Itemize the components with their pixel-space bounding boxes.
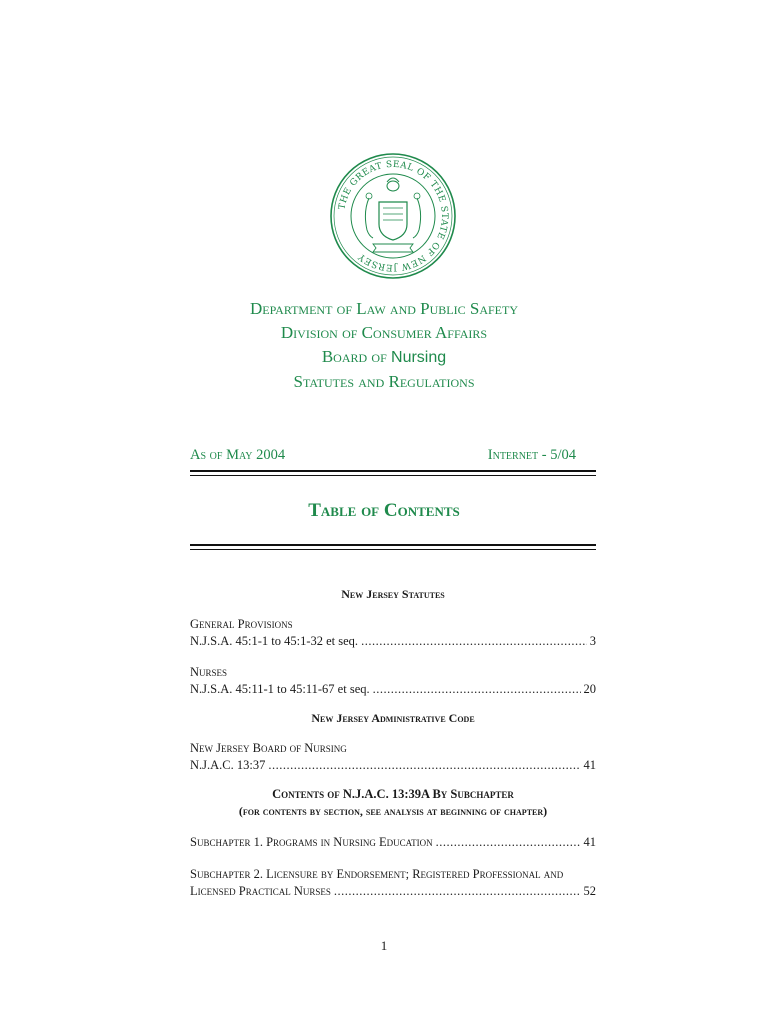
entry-page-number: 41 bbox=[583, 758, 596, 772]
subchapter-contents-note: (for contents by section, see analysis at beginning of chapter) bbox=[238, 804, 548, 818]
entry-page-number: 20 bbox=[583, 682, 596, 696]
entry-page-number: 41 bbox=[583, 835, 596, 849]
entry-reference: Subchapter 1. Programs in Nursing Education bbox=[190, 835, 433, 849]
toc-entry-nurses[interactable] bbox=[190, 664, 596, 698]
dot-leader bbox=[436, 834, 581, 851]
entry-title: General Provisions bbox=[190, 617, 293, 631]
mid-rule-thick bbox=[190, 544, 596, 546]
as-of-date: As of May 2004 bbox=[190, 447, 286, 463]
entry-title: Subchapter 2. Licensure by Endorsement; Registered Professional and bbox=[190, 867, 564, 881]
division-title: Division of Consumer Affairs bbox=[280, 323, 488, 342]
svg-text:THE GREAT SEAL OF THE STATE OF bbox=[337, 160, 449, 272]
toc-entry-subchapter-1[interactable] bbox=[190, 834, 596, 851]
top-rule-thin bbox=[190, 475, 596, 476]
board-title-prefix: Board of bbox=[321, 347, 387, 366]
entry-title: New Jersey Board of Nursing bbox=[190, 741, 347, 755]
admin-code-heading: New Jersey Administrative Code bbox=[311, 711, 475, 725]
board-title bbox=[0, 345, 768, 370]
document-header bbox=[0, 297, 768, 394]
mid-rule-thin bbox=[190, 549, 596, 550]
page-number: 1 bbox=[380, 938, 388, 953]
subchapter-contents-heading: Contents of N.J.A.C. 13:39A By Subchapter bbox=[272, 787, 514, 801]
department-title: Department of Law and Public Safety bbox=[249, 299, 519, 318]
entry-page-number: 52 bbox=[583, 884, 596, 898]
dot-leader bbox=[334, 883, 581, 900]
toc-entry-board-of-nursing[interactable] bbox=[190, 740, 596, 774]
entry-reference: Licensed Practical Nurses bbox=[190, 884, 331, 898]
toc-entry-general-provisions[interactable] bbox=[190, 616, 596, 650]
entry-page-number: 3 bbox=[589, 634, 596, 648]
dot-leader bbox=[361, 633, 587, 650]
table-of-contents-title: Table of Contents bbox=[308, 500, 460, 521]
entry-title: Nurses bbox=[190, 665, 228, 679]
internet-version: Internet - 5/04 bbox=[487, 447, 576, 463]
seal-ring-text: THE GREAT SEAL OF THE STATE OF NEW JERSEY bbox=[337, 159, 450, 273]
board-title-nursing: Nursing bbox=[391, 349, 447, 366]
dot-leader bbox=[373, 681, 581, 698]
statutes-title: Statutes and Regulations bbox=[293, 372, 475, 391]
entry-reference: N.J.S.A. 45:1-1 to 45:1-32 et seq. bbox=[190, 634, 359, 648]
entry-reference: N.J.S.A. 45:11-1 to 45:11-67 et seq. bbox=[190, 682, 370, 696]
statutes-heading: New Jersey Statutes bbox=[341, 587, 445, 601]
state-seal-emblem bbox=[329, 152, 457, 280]
dot-leader bbox=[268, 757, 580, 774]
toc-entry-subchapter-2[interactable] bbox=[190, 866, 596, 900]
entry-reference: N.J.A.C. 13:37 bbox=[190, 758, 266, 772]
top-rule-thick bbox=[190, 470, 596, 472]
